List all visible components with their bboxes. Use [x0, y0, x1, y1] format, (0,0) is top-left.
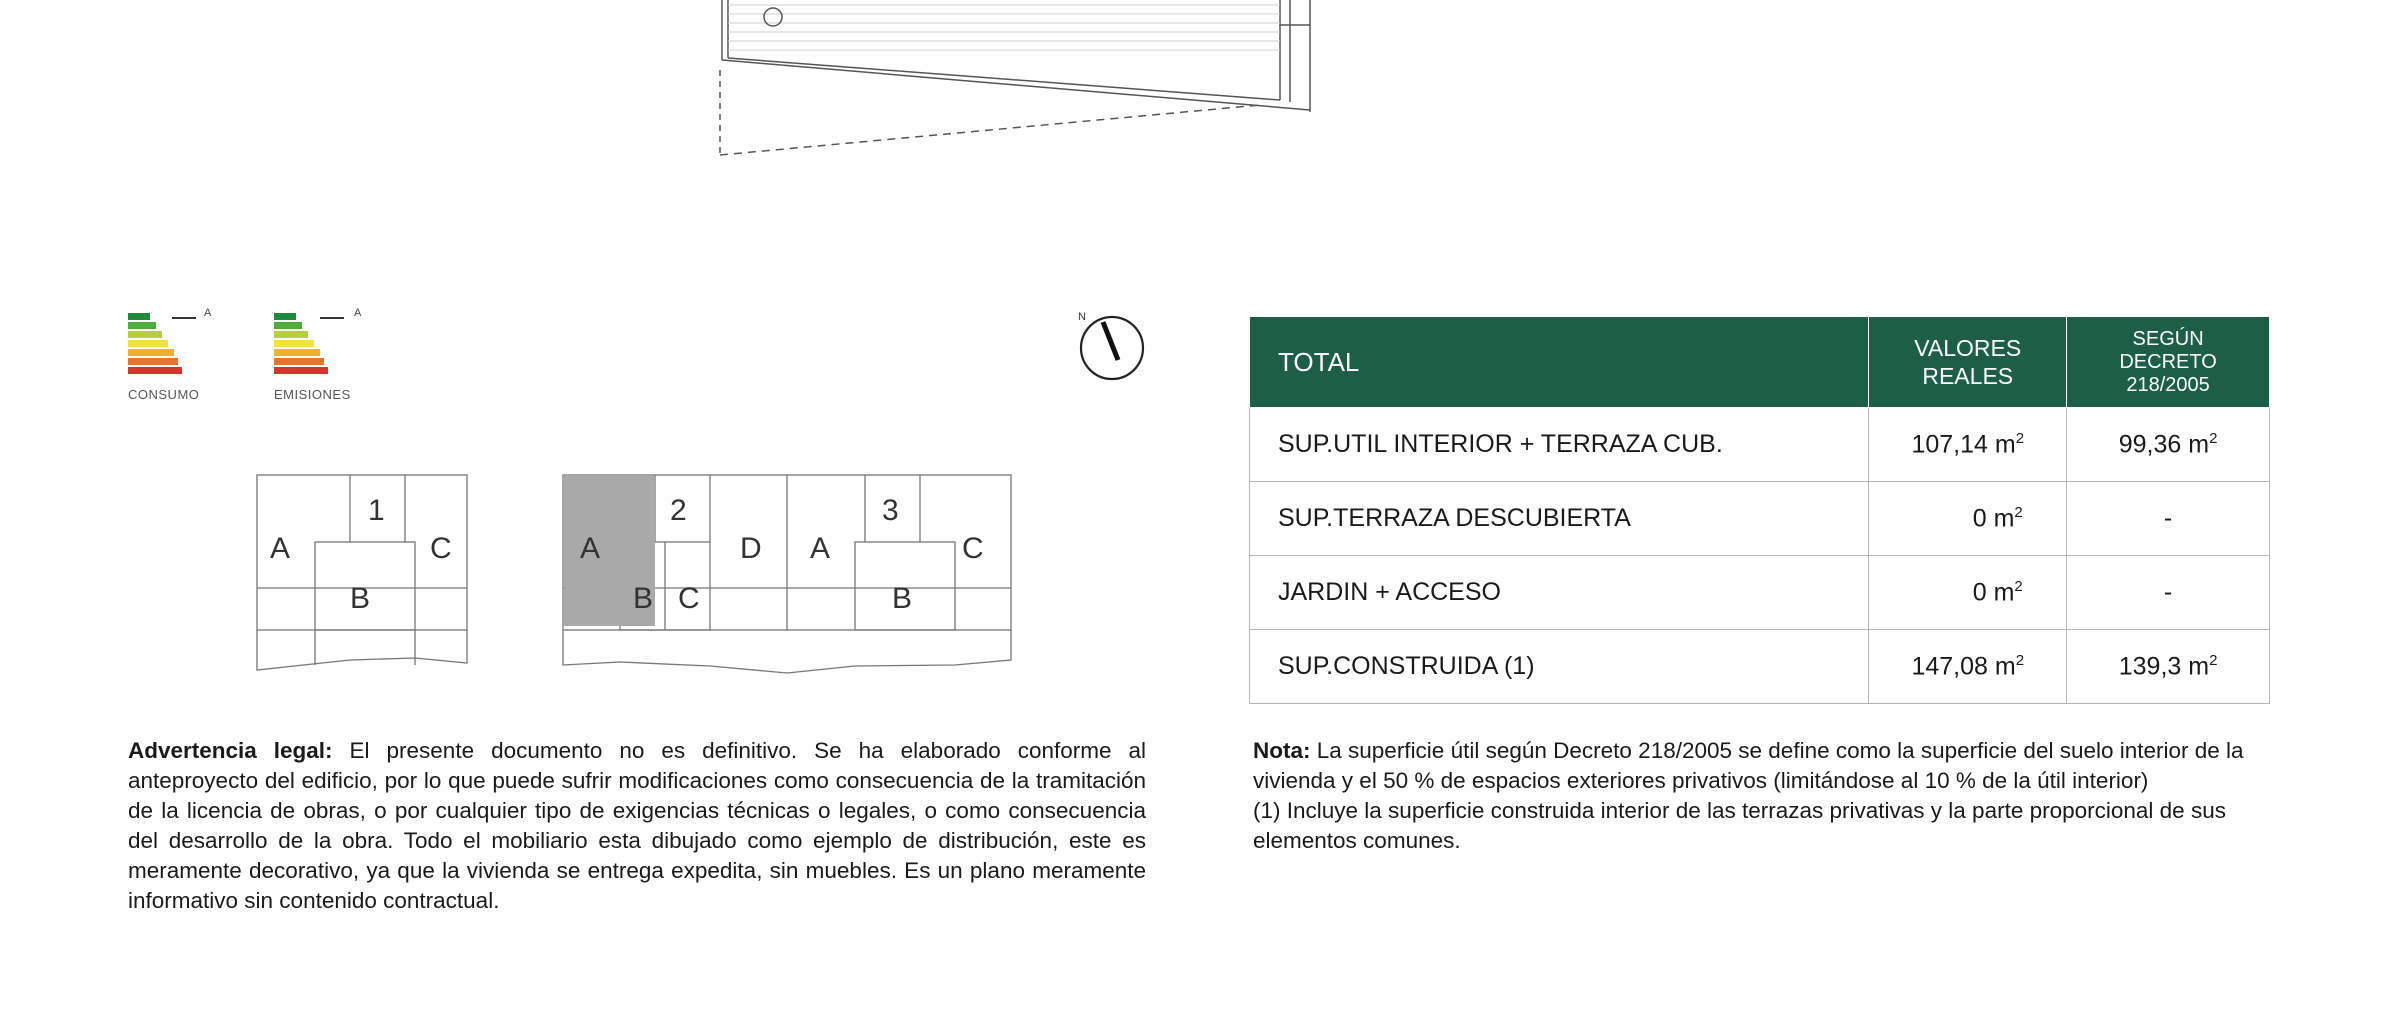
energy-bar-e	[274, 349, 320, 356]
row-decreto-value: 99,36 $m^2$	[2067, 408, 2270, 482]
north-compass-icon	[1070, 306, 1150, 386]
row-decreto-value: -	[2067, 482, 2270, 556]
energy-consumption-label	[128, 305, 238, 415]
note-paragraph	[1253, 736, 2283, 796]
note-footnote: (1) Incluye la superficie construida interior de las terrazas privativas y la parte proporcional de sus elementos comunes.	[1253, 798, 2226, 853]
unit-label: A	[810, 532, 831, 565]
block-number: 1	[368, 494, 385, 527]
note-text: La superficie útil según Decreto 218/2005 se define como la superficie del suelo interior de la vivienda y el 50 % de espacios exteriores privativos (limitándose al 10 % de la útil interior)	[1253, 738, 2244, 793]
table-row	[1250, 556, 2270, 630]
energy-bar-c	[274, 331, 308, 338]
site-plan-diagram	[250, 470, 1030, 690]
row-real-value: 147,08 $m^2$	[1869, 630, 2067, 704]
row-decreto-value: -	[2067, 556, 2270, 630]
legal-text: El presente documento no es definitivo. Se ha elaborado conforme al anteproyecto del edificio, por lo que puede sufrir modificaciones como consecuencia de la tramitación de la licencia de obras, o por cualquier tipo de exigencias técnicas o legales, o como consecuencia del desarrollo de la obra. Todo el mobiliario esta dibujado como ejemplo de distribución, este es meramente decorativo, ya que la vivienda se entrega expedita, sin muebles. Es un plano meramente informativo sin contenido contractual.	[128, 738, 1147, 913]
row-label: SUP.UTIL INTERIOR + TERRAZA CUB.	[1250, 408, 1869, 482]
row-label: SUP.TERRAZA DESCUBIERTA	[1250, 482, 1869, 556]
rating-pointer	[320, 317, 344, 319]
table-row	[1250, 408, 2270, 482]
block-number: 2	[670, 494, 687, 527]
energy-bar-a	[274, 313, 296, 320]
energy-bar-a	[128, 313, 150, 320]
unit-label: C	[962, 532, 984, 565]
unit-label: C	[430, 532, 452, 565]
row-decreto-value: 139,3 $m^2$	[2067, 630, 2270, 704]
header-line: 218/2005	[2126, 373, 2210, 396]
row-label: JARDIN + ACCESO	[1250, 556, 1869, 630]
table-row	[1250, 630, 2270, 704]
energy-bar-e	[128, 349, 174, 356]
energy-bar-c	[128, 331, 162, 338]
unit-label: B	[350, 582, 371, 615]
energy-bar-d	[128, 340, 168, 347]
row-real-value: 0 $m^2$	[1869, 482, 2067, 556]
row-real-value: 107,14 $m^2$	[1869, 408, 2067, 482]
unit-label: B	[633, 582, 654, 615]
energy-bars	[274, 313, 328, 376]
north-label: N	[1078, 311, 1086, 323]
floor-plan-fragment	[700, 0, 1340, 170]
emisiones-rating: A	[354, 307, 362, 319]
unit-label: A	[580, 532, 601, 565]
unit-label: C	[678, 582, 700, 615]
energy-bar-f	[274, 358, 324, 365]
energy-bar-f	[128, 358, 178, 365]
unit-label: A	[270, 532, 291, 565]
surface-table	[1249, 316, 2270, 704]
consumo-caption: CONSUMO	[128, 387, 200, 402]
note-title: Nota:	[1253, 738, 1311, 763]
header-segun-decreto	[2067, 317, 2270, 408]
header-valores-reales	[1869, 317, 2067, 408]
unit-label: D	[740, 532, 762, 565]
header-line: SEGÚN	[2132, 327, 2204, 350]
consumo-rating: A	[204, 307, 212, 319]
header-line: VALORES	[1914, 335, 2022, 361]
table-row	[1250, 482, 2270, 556]
legal-notice	[128, 736, 1146, 916]
table-header-row	[1250, 317, 2270, 408]
header-line: REALES	[1922, 363, 2014, 389]
energy-bars	[128, 313, 182, 376]
header-total: TOTAL	[1250, 317, 1869, 408]
energy-emissions-label	[274, 305, 384, 415]
energy-bar-g	[128, 367, 182, 374]
energy-bar-b	[128, 322, 156, 329]
block-number: 3	[882, 494, 899, 527]
unit-label: B	[892, 582, 913, 615]
energy-bar-g	[274, 367, 328, 374]
legal-title: Advertencia legal:	[128, 738, 333, 763]
rating-pointer	[172, 317, 196, 319]
surface-note	[1253, 736, 2283, 856]
header-line: DECRETO	[2119, 350, 2217, 373]
row-label: SUP.CONSTRUIDA (1)	[1250, 630, 1869, 704]
emisiones-caption: EMISIONES	[274, 387, 351, 402]
energy-bar-d	[274, 340, 314, 347]
energy-bar-b	[274, 322, 302, 329]
row-real-value: 0 $m^2$	[1869, 556, 2067, 630]
